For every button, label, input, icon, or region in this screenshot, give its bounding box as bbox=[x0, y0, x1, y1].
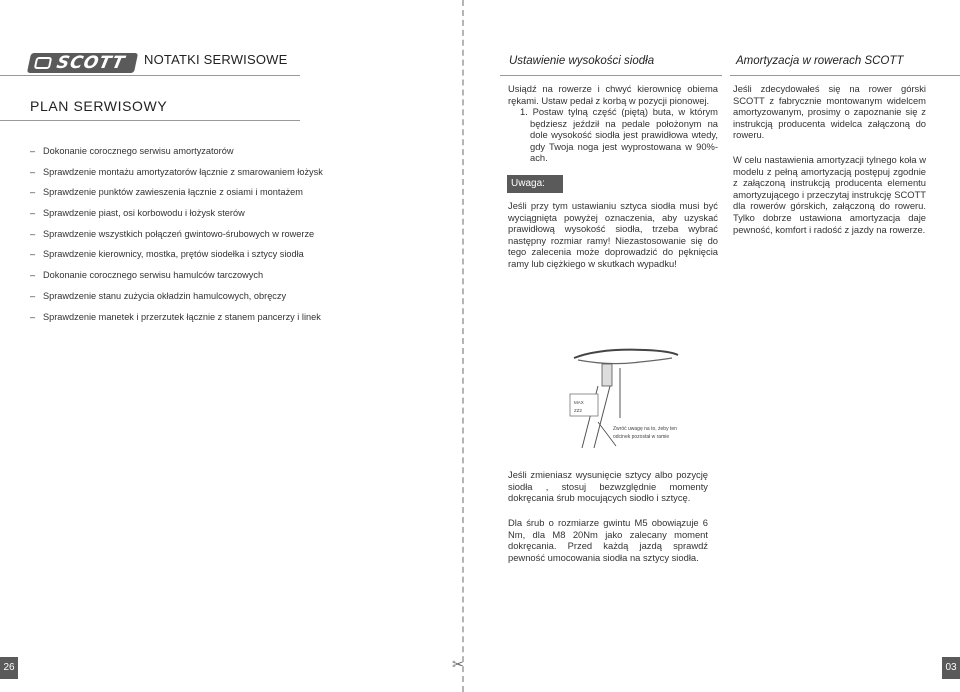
list-item-text: Sprawdzenie piast, osi korbowodu i łożysk sterów bbox=[43, 208, 245, 218]
list-item-text: Sprawdzenie kierownicy, mostka, prętów siodełka i sztycy siodła bbox=[43, 249, 304, 259]
logo-mark-icon bbox=[34, 57, 53, 69]
list-item: – Sprawdzenie wszystkich połączeń gwintowo-śrubowych w rowerze bbox=[30, 229, 315, 239]
logo-text: SCOTT bbox=[54, 53, 127, 73]
scissors-icon: ✂ bbox=[452, 656, 464, 672]
cut-line bbox=[462, 0, 464, 692]
header-divider bbox=[0, 75, 300, 76]
plan-divider bbox=[0, 120, 300, 121]
warning-badge: Uwaga: bbox=[507, 175, 563, 193]
suspension-paragraph-2: W celu nastawienia amortyzacji tylnego koła w modelu z pełną amortyzacją postępuj zgodnie z załączoną instrukcją producenta elementu amortyzującego i przeczytaj instrukcję SCOTT dla rowerów górskich, załączoną do roweru. Tylko dobrze ustawiona amortyzacja daje pewność, komfort i radość z jazdy na rowerze. bbox=[733, 154, 926, 235]
figure-note: Zwróć uwagę na to, żeby ten odcinek pozostał w ramie bbox=[613, 426, 677, 440]
suspension-paragraph-1: Jeśli zdecydowałeś się na rower górski SCOTT z fabrycznie montowanym widelcem amortyzowanym, prosimy o zapoznanie się z instrukcją producenta widelca załączoną do roweru. bbox=[733, 83, 926, 141]
list-item: – Sprawdzenie piast, osi korbowodu i łożysk sterów bbox=[30, 208, 245, 218]
list-item: – Sprawdzenie stanu zużycia okładzin hamulcowych, obręczy bbox=[30, 291, 287, 301]
list-item-text: Sprawdzenie stanu zużycia okładzin hamulcowych, obręczy bbox=[43, 291, 287, 301]
list-item-text: Dokonanie corocznego serwisu amortyzatorów bbox=[43, 146, 234, 156]
list-item: – Sprawdzenie manetek i przerzutek łącznie z stanem pancerzy i linek bbox=[30, 312, 321, 322]
suspension-heading: Amortyzacja w rowerach SCOTT bbox=[736, 55, 904, 67]
saddle-divider bbox=[500, 75, 722, 76]
suspension-divider bbox=[730, 75, 960, 76]
plan-title: PLAN SERWISOWY bbox=[30, 98, 168, 114]
warning-text: Jeśli przy tym ustawianiu sztyca siodła musi być wyciągnięta powyżej oznaczenia, aby uzyskać prawidłową wysokość siodła, trzeba wybrać następny rozmiar ramy! Niezastosowanie się do tego zalecenia może doprowadzić do pęknięcia ramy lub ciężkiego w skutkach wypadku! bbox=[508, 200, 718, 269]
scott-logo-icon bbox=[27, 53, 138, 73]
list-item: – Sprawdzenie montażu amortyzatorów łącznie z smarowaniem łożysk bbox=[30, 167, 323, 177]
list-item: – Dokonanie corocznego serwisu hamulców tarczowych bbox=[30, 270, 264, 280]
list-item-text: Sprawdzenie montażu amortyzatorów łącznie z smarowaniem łożysk bbox=[43, 167, 323, 177]
saddle-intro: Usiądź na rowerze i chwyć kierownicę obiema rękami. Ustaw pedał z korbą w pozycji pionowej. bbox=[508, 83, 718, 106]
page-title: NOTATKI SERWISOWE bbox=[144, 52, 288, 67]
torque-paragraph-2: Dla śrub o rozmiarze gwintu M5 obowiązuje 6 Nm, dla M8 20Nm jako zalecany moment dokręcania. Przed każdą jazdą sprawdź pewność umocowania siodła na sztycy siodła. bbox=[508, 517, 708, 563]
list-item-text: Sprawdzenie wszystkich połączeń gwintowo-śrubowych w rowerze bbox=[43, 229, 315, 239]
list-item-text: Dokonanie corocznego serwisu hamulców tarczowych bbox=[43, 270, 264, 280]
saddle-step-1: 1. Postaw tylną część (piętą) buta, w którym będziesz jeździł na pedale położonym na dole wysokość siodła jest prawidłowa wtedy, gdy Twoja noga jest wyprostowana w 90%-ach. bbox=[520, 106, 718, 164]
list-item: – Sprawdzenie kierownicy, mostka, prętów siodełka i sztycy siodła bbox=[30, 249, 304, 259]
max-mark: MAX bbox=[574, 400, 584, 405]
page-number-left: 26 bbox=[0, 657, 18, 679]
list-item: – Sprawdzenie punktów zawieszenia łącznie z osiami i montażem bbox=[30, 187, 303, 197]
list-item: – Dokonanie corocznego serwisu amortyzatorów bbox=[30, 146, 234, 156]
list-item-text: Sprawdzenie manetek i przerzutek łącznie z stanem pancerzy i linek bbox=[43, 312, 321, 322]
size-mark: ZZ2 bbox=[574, 408, 583, 413]
page-number-right: 03 bbox=[942, 657, 960, 679]
saddle-heading: Ustawienie wysokości siodła bbox=[509, 55, 655, 67]
list-item-text: Sprawdzenie punktów zawieszenia łącznie z osiami i montażem bbox=[43, 187, 303, 197]
torque-paragraph-1: Jeśli zmieniasz wysunięcie sztycy albo pozycję siodła , stosuj bezwzględnie momenty dokręcania śrub mocujących siodło i sztycę. bbox=[508, 469, 708, 504]
